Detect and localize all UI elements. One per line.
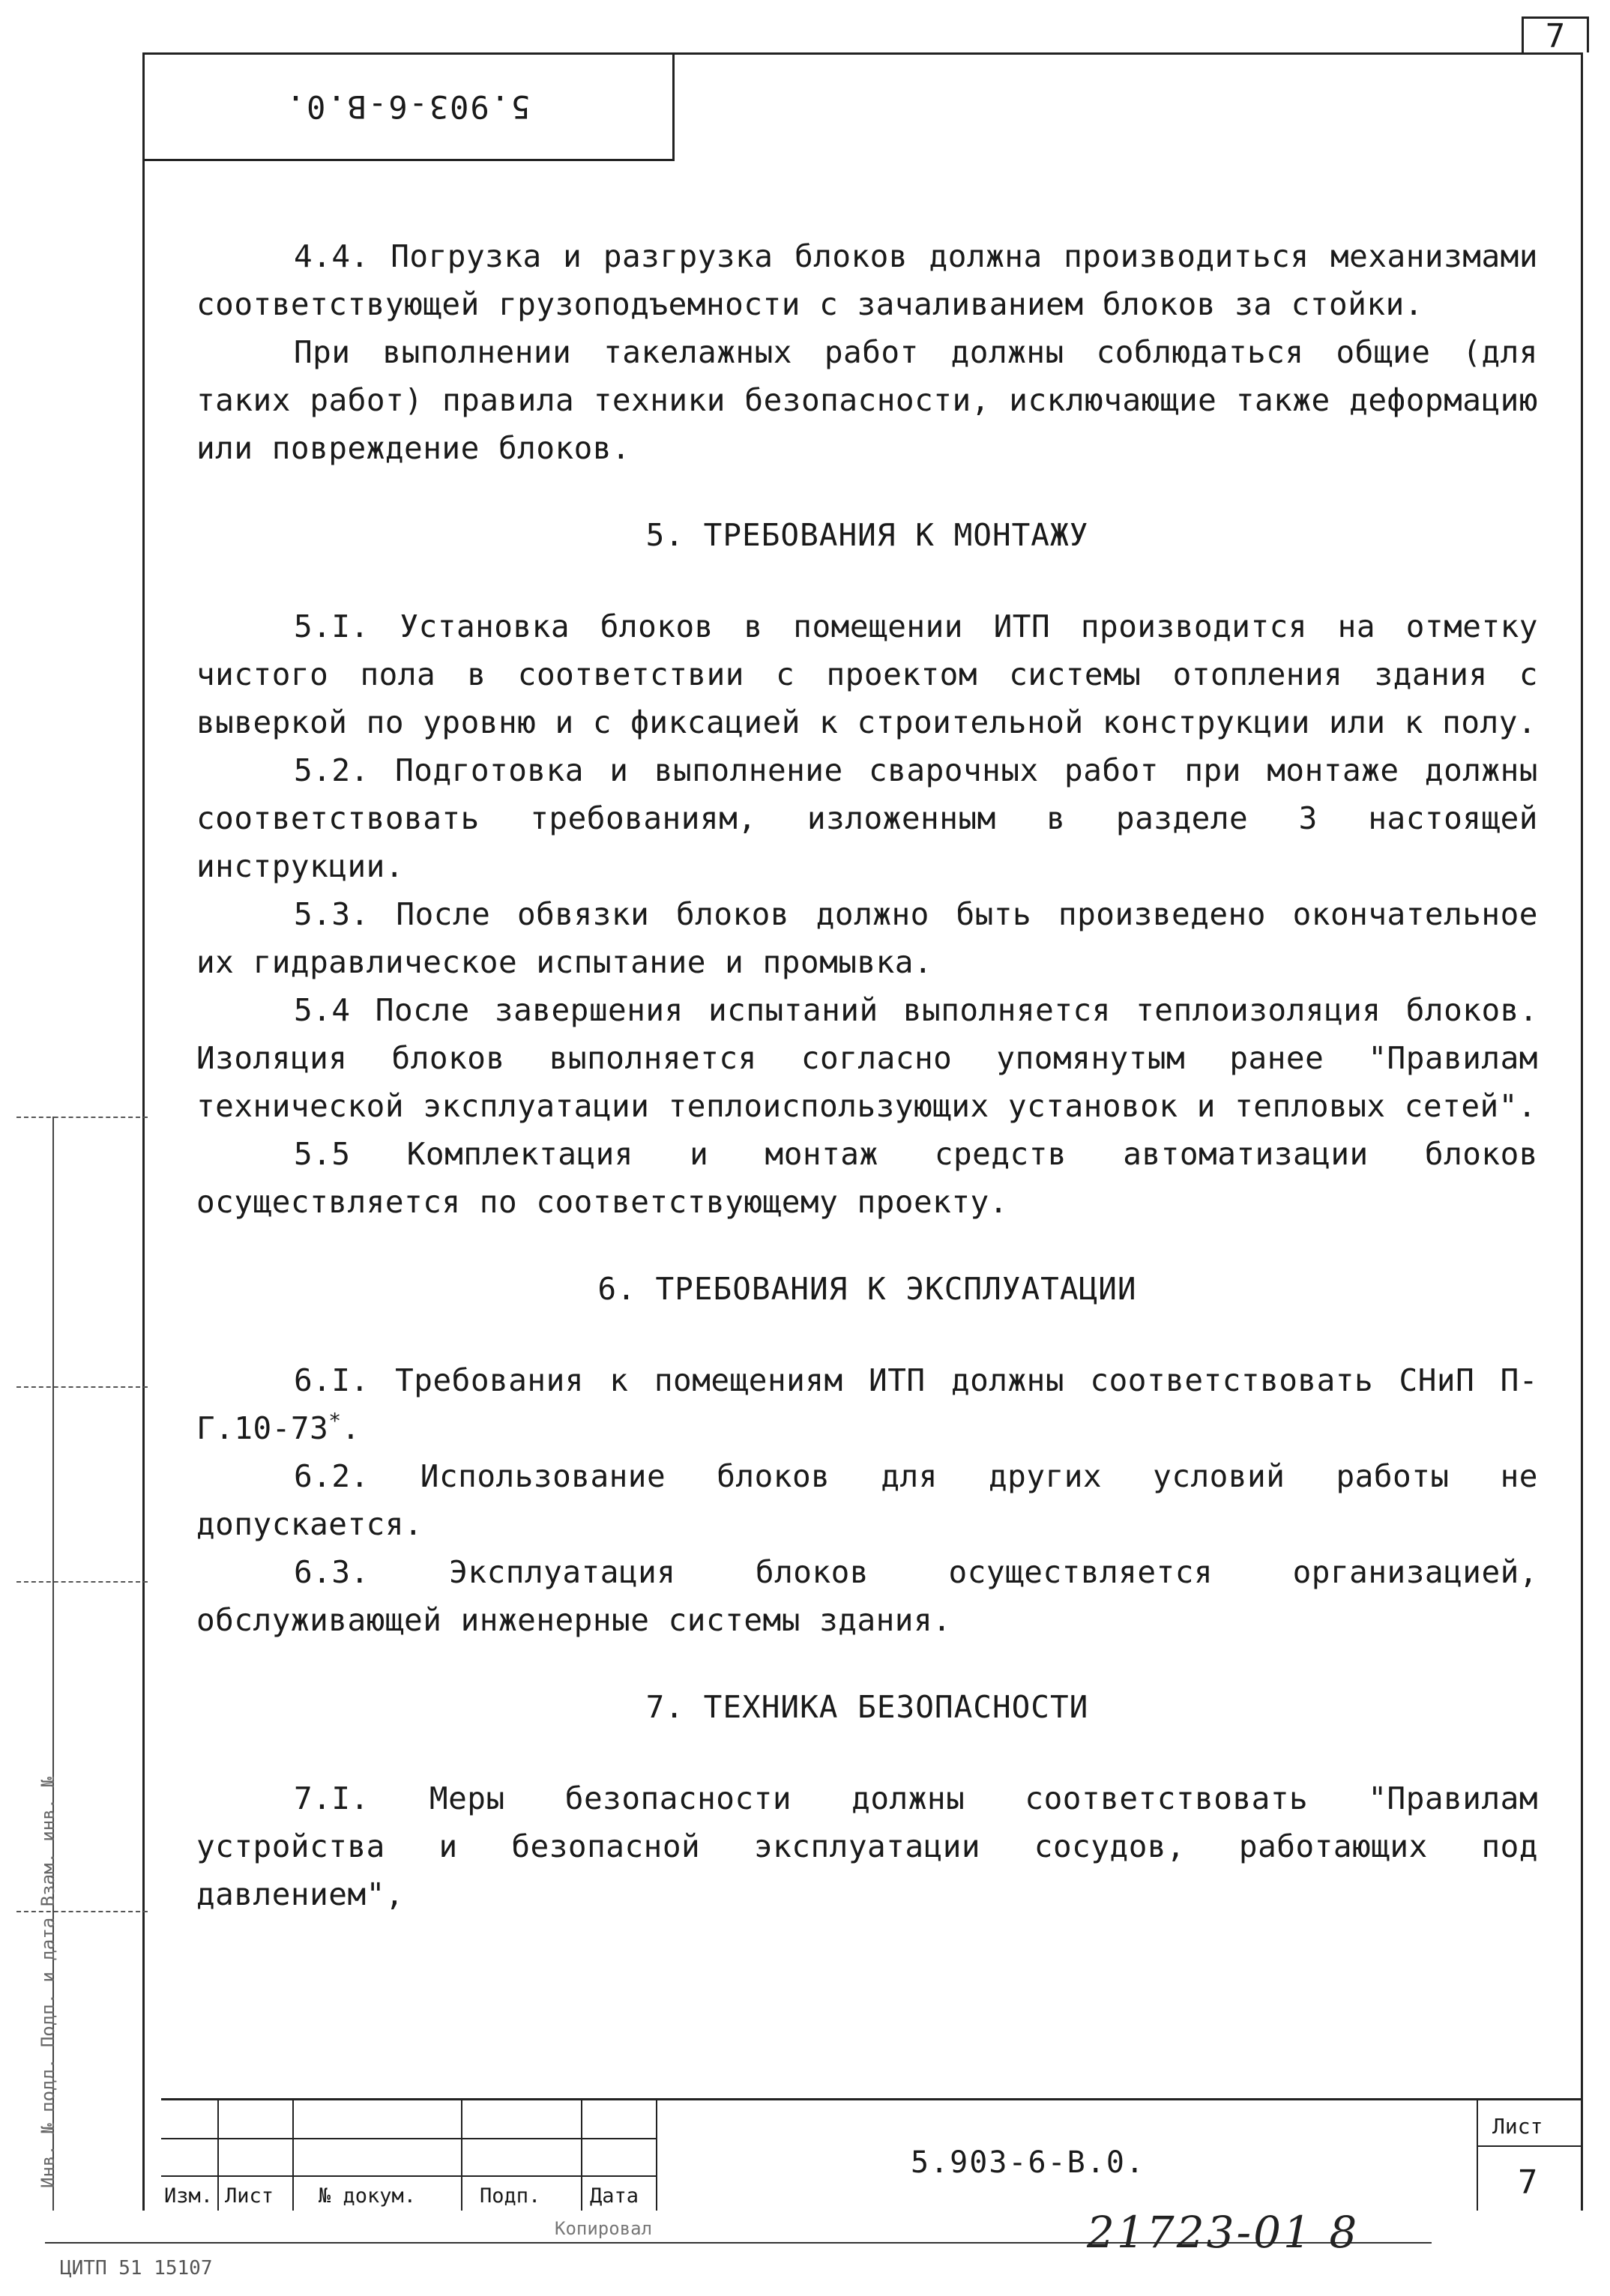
margin-divider <box>16 1386 148 1388</box>
stamp-col-izm: Изм. <box>164 2184 214 2208</box>
paragraph-6-1-text: 6.I. Требования к помещениям ИТП должны соответствовать СНиП П-Г.10-73 <box>196 1362 1538 1446</box>
stamp-col-line <box>461 2100 462 2211</box>
stamp-doc-code: 5.903-6-В.0. <box>911 2145 1145 2180</box>
stamp-col-list: Лист <box>225 2184 274 2208</box>
copied-by-label: Копировал <box>555 2218 653 2239</box>
paragraph-6-2: 6.2. Использование блоков для других условий работы не допускается. <box>196 1458 1538 1542</box>
title-block-stamp <box>161 2098 1583 2211</box>
paragraph-4-4-rigging: При выполнении такелажных работ должны соблюдаться общие (для таких работ) правила техники безопасности, исключающие также деформацию или повреждение блоков. <box>196 334 1538 466</box>
stamp-col-doc: № докум. <box>319 2184 417 2208</box>
paragraph-5-1: 5.I. Установка блоков в помещении ИТП производится на отметку чистого пола в соответствии с проектом системы отопления здания с выверкой по уровню и с фиксацией к строительной конструкции или к полу. <box>196 608 1538 740</box>
top-code-box <box>142 52 675 161</box>
left-margin-labels: Инв. № подл. Подп. и дата Взам. инв. № <box>37 1776 58 2188</box>
paragraph-6-3: 6.3. Эксплуатация блоков осуществляется организацией, обслуживающей инженерные системы здания. <box>196 1554 1538 1638</box>
paragraph-5-3: 5.3. После обвязки блоков должно быть произведено окончательное их гидравлическое испытание и промывка. <box>196 896 1538 980</box>
paragraph-7-1: 7.I. Меры безопасности должны соответствовать "Правилам устройства и безопасной эксплуатации сосудов, работающих под давлением", <box>196 1780 1538 1912</box>
heading-section-6: 6. ТРЕБОВАНИЯ К ЭКСПЛУАТАЦИИ <box>597 1271 1137 1307</box>
paragraph-6-1-asterisk: * <box>328 1408 342 1434</box>
margin-divider <box>16 1581 148 1583</box>
stamp-sheet-divider <box>1477 2145 1583 2147</box>
paragraph-5-4: 5.4 После завершения испытаний выполняется теплоизоляция блоков. Изоляция блоков выполняется согласно упомянутым ранее "Правилам технической эксплуатации теплоиспользующих установок и тепловых сетей". <box>196 992 1538 1124</box>
paragraph-4-4: 4.4. Погрузка и разгрузка блоков должна производиться механизмами соответствующей грузоподъемности с зачаливанием блоков за стойки. <box>196 238 1538 322</box>
stamp-col-line <box>581 2100 582 2211</box>
stamp-col-line <box>292 2100 294 2211</box>
margin-divider <box>16 1117 148 1118</box>
paragraph-5-2: 5.2. Подготовка и выполнение сварочных работ при монтаже должны соответствовать требованиям, изложенным в разделе 3 настоящей инструкции. <box>196 752 1538 884</box>
left-margin-strip <box>52 1117 146 2211</box>
paragraph-5-5: 5.5 Комплектация и монтаж средств автоматизации блоков осуществляется по соответствующему проекту. <box>196 1136 1538 1220</box>
top-doc-code: 5.903-6-В.0. <box>284 88 531 125</box>
stamp-col-line <box>1477 2100 1478 2211</box>
paragraph-6-1 <box>196 1356 1538 1452</box>
margin-divider <box>16 1911 148 1912</box>
paragraph-6-1-end: . <box>341 1410 361 1446</box>
sheet-corner-number: 7 <box>1522 16 1589 52</box>
heading-section-7: 7. ТЕХНИКА БЕЗОПАСНОСТИ <box>645 1689 1089 1725</box>
stamp-col-data: Дата <box>590 2184 639 2208</box>
stamp-col-line <box>656 2100 657 2211</box>
heading-section-5: 5. ТРЕБОВАНИЯ К МОНТАЖУ <box>645 517 1089 553</box>
document-body <box>196 232 1538 1918</box>
stamp-sheet-label: Лист <box>1492 2114 1543 2139</box>
cipt-label: ЦИТП 51 15107 <box>60 2257 213 2280</box>
stamp-sheet-number: 7 <box>1518 2163 1538 2202</box>
stamp-col-podp: Подп. <box>480 2184 541 2208</box>
handwritten-number: 21723-01 8 <box>1087 2207 1360 2258</box>
stamp-col-line <box>217 2100 219 2211</box>
